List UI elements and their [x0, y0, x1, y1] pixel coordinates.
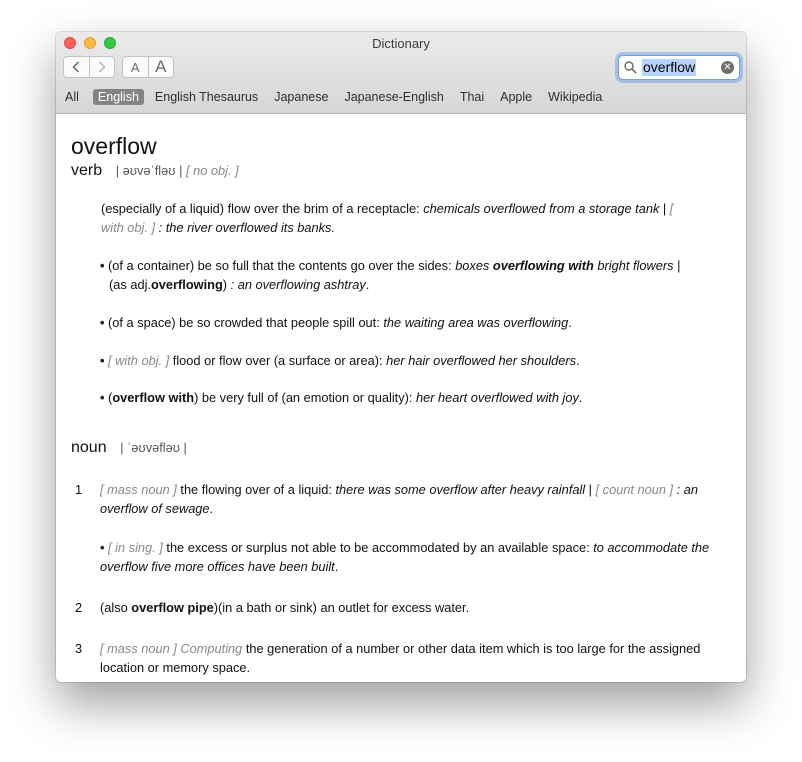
bullet: • — [100, 258, 105, 273]
definition-text: (of a container) be so full that the contents go over the sides: — [108, 258, 456, 273]
noun-sense-3 — [100, 639, 730, 677]
punctuation: (also — [100, 600, 132, 615]
font-size-group — [122, 56, 174, 78]
pron-text: əʊvəˈfləʊ — [122, 163, 176, 178]
definition-text: (of a space) be so crowded that people spill out: — [108, 315, 384, 330]
font-smaller-button[interactable]: A — [123, 57, 149, 77]
definition-text: ) — [222, 277, 231, 292]
noun-sense-number: 3 — [75, 641, 83, 656]
verb-pos-label: verb — [71, 162, 103, 179]
tab-japanese-english[interactable]: Japanese-English — [344, 90, 444, 104]
titlebar — [56, 32, 746, 114]
punctuation: . — [568, 315, 572, 330]
example-text: : an overflowing ashtray — [230, 277, 366, 292]
back-button[interactable] — [64, 57, 90, 77]
definition-text: the flowing over of a liquid: — [176, 482, 336, 497]
search-input[interactable]: overflow — [643, 59, 696, 75]
subject-label: Computing — [180, 641, 243, 656]
verb-sense-1 — [101, 199, 721, 237]
definition-text: (as adj. — [109, 277, 151, 292]
example-text: to accommodate the overflow five more offices have been built — [100, 540, 710, 574]
verb-subsense-flood — [100, 351, 580, 370]
definition-text: the excess or surplus not able to be accommodated by an available space: — [162, 540, 594, 555]
tab-english[interactable]: English — [93, 89, 144, 105]
example-text: her heart overflowed with joy — [416, 390, 579, 405]
verb-subsense-overflow-with — [100, 388, 582, 407]
window-title: Dictionary — [372, 36, 430, 51]
bullet: • — [100, 540, 105, 555]
definition-text: ) be very full of (an emotion or quality): — [194, 390, 416, 405]
verb-subsense-container-2 — [109, 275, 369, 294]
verb-header — [71, 161, 239, 180]
search-icon — [624, 61, 637, 74]
verb-pronunciation — [116, 163, 183, 178]
grammar-note: [ count noun ] — [595, 482, 674, 497]
definition-text: )(in a bath or sink) an outlet for excess water. — [213, 600, 470, 615]
font-larger-button[interactable]: A — [155, 57, 167, 76]
noun-subsense-excess — [100, 538, 730, 576]
tab-english-thesaurus[interactable]: English Thesaurus — [154, 90, 259, 104]
punctuation: . — [334, 559, 339, 574]
verb-subsense-container — [100, 256, 730, 275]
punctuation: ( — [108, 390, 113, 405]
noun-pos-label: noun — [71, 439, 107, 456]
example-text: boxes — [455, 258, 493, 273]
tab-all[interactable]: All — [65, 90, 79, 104]
pron-bar: | — [115, 163, 120, 178]
example-text: chemicals overflowed from a storage tank — [423, 201, 660, 216]
verb-subsense-space — [100, 313, 572, 332]
example-text: the waiting area was overflowing — [383, 315, 569, 330]
punctuation: . — [365, 277, 370, 292]
example-text: her hair overflowed her shoulders — [386, 353, 577, 368]
example-text: there was some overflow after heavy rainfall — [335, 482, 586, 497]
forward-button[interactable] — [90, 57, 115, 77]
noun-sense-number: 1 — [75, 482, 83, 497]
tab-japanese[interactable]: Japanese — [274, 90, 329, 104]
entry-content — [56, 114, 746, 682]
noun-pronunciation: | ˈəʊvəfləʊ | — [120, 440, 187, 455]
definition-text: the generation of a number or other data item which is too large for the assigned location or memory space. — [100, 641, 701, 675]
tab-wikipedia[interactable]: Wikipedia — [548, 90, 603, 104]
source-tabs — [65, 89, 618, 105]
example-text: bright flowers — [593, 258, 674, 273]
grammar-note: [ — [669, 201, 674, 216]
punctuation: . — [576, 353, 580, 368]
example-text: : the river overflowed its banks. — [155, 220, 336, 235]
separator: | — [585, 482, 596, 497]
tab-thai[interactable]: Thai — [459, 90, 485, 104]
chevron-right-icon — [98, 61, 106, 73]
chevron-left-icon — [72, 61, 80, 73]
punctuation: . — [209, 501, 214, 516]
headword: overflow — [71, 133, 157, 159]
example-phrase: overflowing with — [492, 258, 594, 273]
tab-apple[interactable]: Apple — [500, 90, 533, 104]
phrase: overflow with — [112, 390, 195, 405]
grammar-note: [ in sing. ] — [108, 540, 163, 555]
dictionary-window — [56, 32, 746, 682]
bullet: • — [100, 353, 105, 368]
definition-text: flood or flow over (a surface or area): — [169, 353, 387, 368]
noun-header — [71, 438, 187, 457]
noun-sense-number: 2 — [75, 600, 83, 615]
verb-grammar-note: [ no obj. ] — [186, 163, 239, 178]
example-text: : an overflow of sewage — [100, 482, 699, 516]
search-field[interactable] — [618, 55, 740, 80]
back-forward-group — [63, 56, 115, 78]
separator: | — [673, 258, 681, 273]
grammar-note: [ mass noun ] — [100, 482, 177, 497]
definition-text: (especially of a liquid) flow over the brim of a receptacle: — [101, 201, 424, 216]
grammar-note: [ with obj. ] — [108, 353, 170, 368]
bullet: • — [100, 390, 105, 405]
noun-sense-1 — [100, 480, 732, 518]
grammar-note: with obj. ] — [101, 220, 156, 235]
noun-sense-2 — [100, 598, 469, 617]
punctuation: . — [578, 390, 583, 405]
derived-form: overflowing — [150, 277, 223, 292]
clear-search-icon[interactable]: ✕ — [721, 61, 734, 74]
grammar-note: [ mass noun ] — [100, 641, 177, 656]
bullet: • — [100, 315, 105, 330]
pron-bar: | — [179, 163, 183, 178]
separator: | — [659, 201, 670, 216]
variant-form: overflow pipe — [131, 600, 214, 615]
